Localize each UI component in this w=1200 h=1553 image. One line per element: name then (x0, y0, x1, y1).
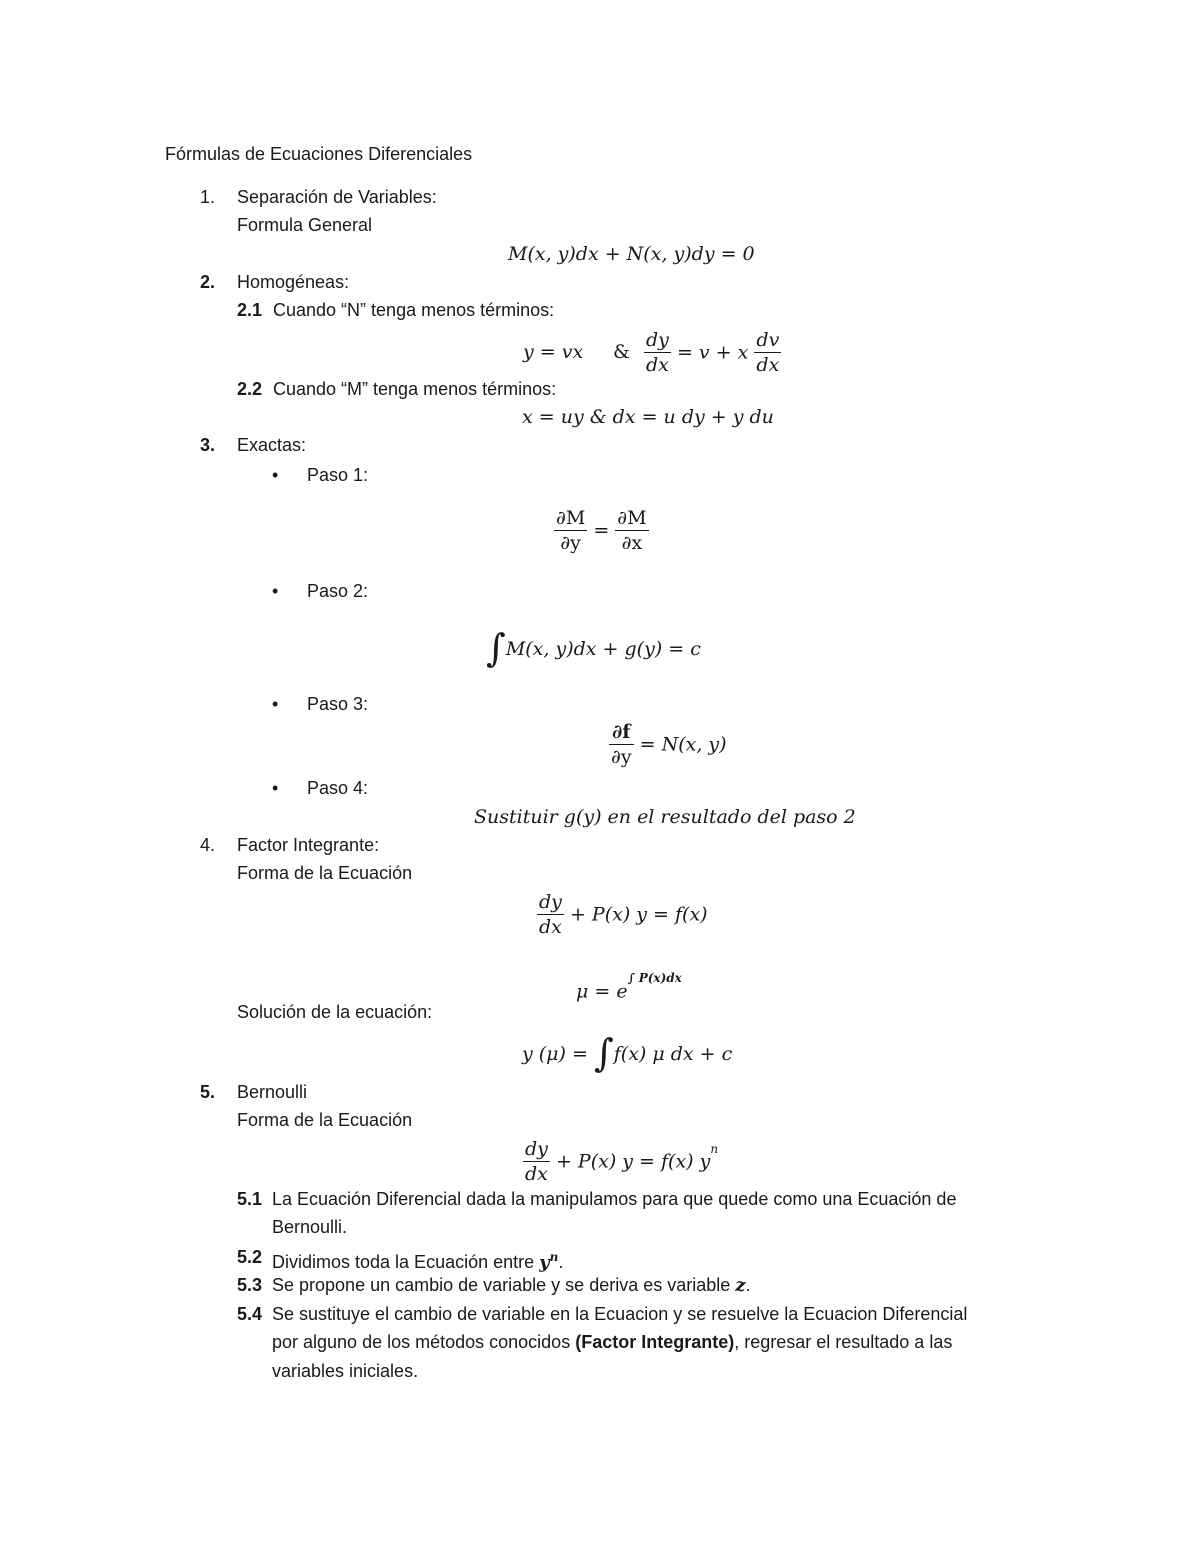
section-2-1-label: Cuando “N” tenga menos términos: (273, 300, 555, 320)
bullet: • (272, 465, 279, 485)
paso-1-label: Paso 1: (307, 465, 369, 485)
section-2-2-label: Cuando “M” tenga menos términos: (273, 379, 557, 399)
bullet: • (272, 778, 279, 798)
page-title: Fórmulas de Ecuaciones Diferenciales (165, 144, 473, 164)
step-5-1-text: La Ecuación Diferencial dada la manipulamos para que quede como una Ecuación de (272, 1189, 957, 1209)
fraction-dv-dx: $\frac{dv}{dx}$ (756, 329, 780, 376)
section-4-number: 4. (200, 835, 216, 855)
section-1-heading: Separación de Variables: (237, 187, 437, 207)
solution-equation: y (μ) = ∫f(x) μ dx + c (522, 1031, 733, 1075)
section-5-heading: Bernoulli (237, 1082, 308, 1102)
separable-equation: M(x, y)dx + N(x, y)dy = 0 (508, 243, 755, 265)
fraction-df-dy: $\frac{\partial f}{\partial y}$ (611, 721, 632, 768)
step-5-4-text-cont: por alguno de los métodos conocidos (Factor Integrante), regresar el resultado a las (272, 1332, 953, 1352)
paso-2-equation: ∫M(x, y)dx + g(y) = c (486, 626, 701, 670)
step-5-4-text: Se sustituye el cambio de variable en la Ecuacion y se resuelve la Ecuacion Diferencial (272, 1304, 968, 1324)
linear-equation: $\frac{dy}{dx}$ + P(x) y = f(x) (539, 891, 708, 938)
ampersand: & (613, 341, 630, 363)
step-5-3-number: 5.3 (237, 1275, 263, 1295)
fraction-dM-dx: $\frac{\partial M}{\partial x}$ (617, 507, 647, 554)
step-5-1-text-cont: Bernoulli. (272, 1217, 348, 1237)
section-5-subheading: Forma de la Ecuación (237, 1110, 413, 1130)
integral-sign: ∫ (486, 626, 506, 670)
paso-4-label: Paso 4: (307, 778, 369, 798)
section-2-1-number: 2.1 (237, 300, 263, 320)
homogeneous-derivative-equation: $\frac{dy}{dx}$ = v + x $\frac{dv}{dx}$ (646, 329, 780, 376)
integral-sign: ∫ (593, 1031, 614, 1075)
solution-label: Solución de la ecuación: (237, 1002, 433, 1022)
paso-3-equation: $\frac{\partial f}{\partial y}$ = N(x, y) (611, 721, 727, 768)
bernoulli-equation: $\frac{dy}{dx}$ + P(x) y = f(x) $y^n$ (525, 1138, 719, 1185)
paso-3-label: Paso 3: (307, 694, 369, 714)
substitution-x-uy: x = uy & dx = u dy + y du (522, 406, 774, 428)
section-1-number: 1. (200, 187, 216, 207)
paso-2-label: Paso 2: (307, 581, 369, 601)
step-5-1-number: 5.1 (237, 1189, 263, 1209)
fraction-dM-dy: $\frac{\partial M}{\partial y}$ (556, 507, 586, 554)
substitution-y-vx: y = vx (523, 341, 584, 363)
section-3-number: 3. (200, 435, 216, 455)
section-4-subheading: Forma de la Ecuación (237, 863, 413, 883)
bullet: • (272, 694, 279, 714)
section-2-2-number: 2.2 (237, 379, 263, 399)
step-5-2-text: Dividimos toda la Ecuación entre $y^n$. (272, 1250, 564, 1273)
section-2-heading: Homogéneas: (237, 272, 350, 292)
fraction-dy-dx: $\frac{dy}{dx}$ (525, 1138, 548, 1185)
step-5-3-text: Se propone un cambio de variable y se deriva es variable z. (272, 1275, 751, 1296)
integrating-factor-equation: $\mu = e^{\int P(x)dx}$ (576, 971, 682, 1003)
section-4-heading: Factor Integrante: (237, 835, 380, 855)
fraction-dy-dx: $\frac{dy}{dx}$ (539, 891, 562, 938)
exactness-condition: $\frac{\partial M}{\partial y}$ = $\frac{\partial M}{\partial x}$ (556, 507, 647, 554)
bullet: • (272, 581, 279, 601)
fraction-dy-dx: $\frac{dy}{dx}$ (646, 329, 669, 376)
step-5-4-text-end: variables iniciales. (272, 1361, 419, 1381)
section-3-heading: Exactas: (237, 435, 307, 455)
section-5-number: 5. (200, 1082, 216, 1102)
section-1-subheading: Formula General (237, 215, 373, 235)
step-5-4-number: 5.4 (237, 1304, 263, 1324)
section-2-number: 2. (200, 272, 216, 292)
paso-4-text: Sustituir g(y) en el resultado del paso 2 (474, 806, 856, 828)
step-5-2-number: 5.2 (237, 1247, 263, 1267)
